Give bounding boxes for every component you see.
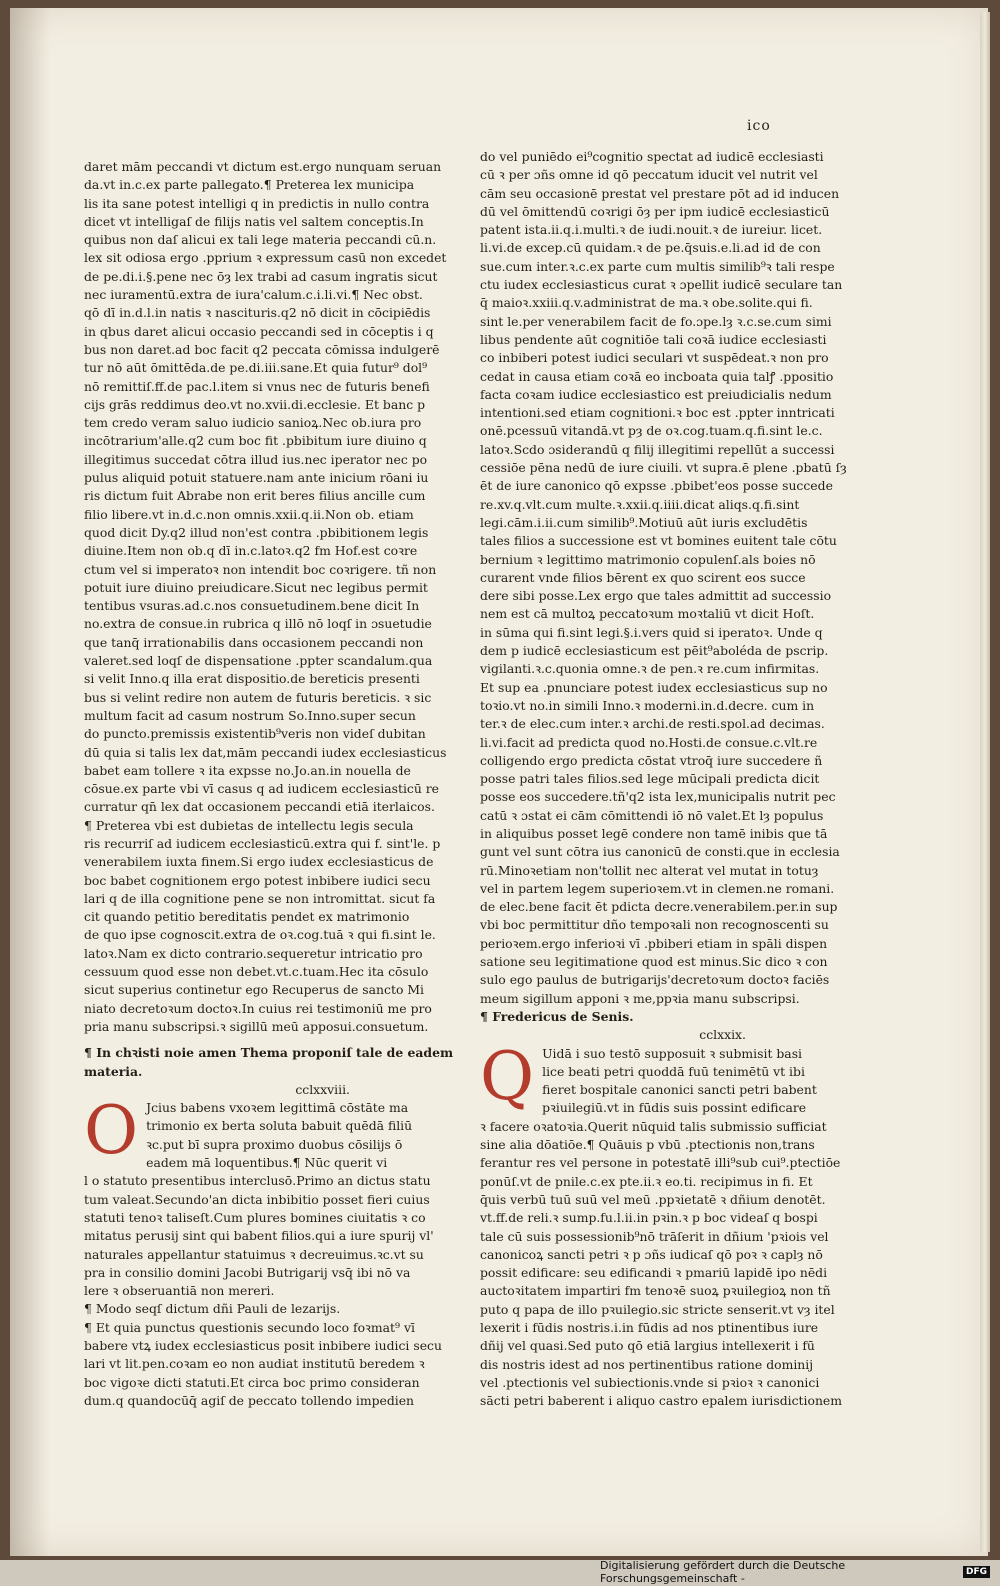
text-line: ter.ꝛ de elec.cum inter.ꝛ archi.de resti.spol.ad decimas. [480, 716, 825, 732]
text-line: ¶ Modo seqſ dictum dñi Pauli de lezarijs. [84, 1301, 341, 1317]
text-line: perioꝛem.ergo inferioꝛi vī .pbiberi etiam in spāli dispen [480, 935, 828, 951]
text-line: dum.q quandocūq̄ agiſ de peccato tollendo impedien [84, 1392, 415, 1408]
right-column-text [480, 148, 847, 1008]
text-line: da.vt in.c.ex parte pallegato.¶ Preterea lex municipa [84, 177, 415, 193]
text-line: tentibus vsuras.ad.c.nos consuetudinem.bene dicit In [84, 598, 420, 614]
text-line: ctum vel si imperatoꝛ non intendit boc coꝛrigere. tñ non [84, 561, 437, 577]
text-line: eadem mā loquentibus.¶ Nūc querit vi [146, 1155, 388, 1171]
footer-text: Digitalisierung gefördert durch die Deutsche Forschungsgemeinschaft - [600, 1559, 846, 1585]
text-line: de elec.bene facit ēt pdicta decre.venerabilem.per.in sup [480, 899, 838, 915]
folio-number: ico [747, 118, 771, 134]
right-initial-letter: Q [480, 1037, 535, 1115]
text-line: filio libere.vt in.d.c.non omnis.xxii.q.ii.Non ob. etiam [84, 506, 414, 522]
text-line: co inbiberi potest iudici seculari vt suspēdeat.ꝛ non pro [480, 350, 829, 366]
text-line: canonicoꝝ sancti petri ꝛ p ɔñs iudicaſ qō poꝛ ꝛ caplȝ nō [480, 1246, 823, 1262]
text-line: lari q de illa cognitione pene se non intromittat. sicut fa [84, 890, 436, 906]
text-line: tem credo veram saluo iudicio sanioꝝ.Nec ob.iura pro [84, 415, 422, 431]
text-line: dū quia si talis lex dat,mām peccandi iudex ecclesiasticus [84, 744, 447, 760]
text-line: q̄uis verbū tuū suū vel meū .ppꝛietatē ꝛ dñium denotēt. [480, 1191, 826, 1207]
text-line: quibus non daſ alicui ex tali lege materia peccandi cū.n. [84, 232, 437, 248]
text-line: l o statuto presentibus interclusō.Primo an dictus statu [84, 1173, 431, 1189]
text-line: auctoꝛitatem impartiri fm tenoꝛē suoꝝ pꝛuilegioꝝ non tñ [480, 1283, 831, 1299]
text-line: toꝛio.vt no.in simili Inno.ꝛ moderni.in.d.decre. cum in [480, 697, 815, 713]
text-line: pulus aliquid potuit statuere.nam ante inicium rōani iu [84, 470, 429, 486]
text-line: patent ista.ii.q.i.multi.ꝛ de iudi.nouit.ꝛ de iureiur. licet. [480, 222, 823, 238]
text-line: vbi boc permittitur dño tempoꝛali non recognoscenti su [480, 917, 829, 933]
text-line: onē.pcessuū vitandā.vt pȝ de oꝛ.cog.tuam.q.fi.sint le.c. [480, 423, 823, 439]
text-line: vel .ptectionis vel subiectionis.vnde si pꝛioꝛ ꝛ canonici [480, 1374, 820, 1390]
text-line: dū vel ōmittendū coꝛrigi ōȝ per ipm iudicē ecclesiasticū [480, 203, 830, 219]
text-line: tale cū suis possessionib⁹nō trāſerit in dñium 'pꝛiois vel [480, 1228, 829, 1244]
text-line: ctu iudex ecclesiasticus curat ꝛ ɔpellit iudicē seculare tan [480, 277, 843, 293]
text-line: sicut superius continetur ego Recuperus de sancto Mi [84, 982, 424, 998]
text-line: possit edificare: seu edificandi ꝛ pmariū lapidē ipo nēdi [480, 1265, 828, 1281]
text-line: re.xv.q.vlt.cum multe.ꝛ.xxii.q.iiii.dicat aliqs.q.fi.sint [480, 496, 800, 512]
text-line: sine alia dōatiōe.¶ Quāuis p vbū .ptectionis non,trans [480, 1137, 815, 1153]
text-line: babere vtꝝ iudex ecclesiasticus posit inbibere iudici secu [84, 1338, 442, 1353]
text-line: sue.cum inter.ꝛ.c.ex parte cum multis similib⁹ꝛ tali respe [480, 258, 835, 274]
text-line: bernium ꝛ legittimo matrimonio copulenſ.als boies nō [480, 551, 816, 567]
text-line: posse patri tales filios.sed lege mūcipali predicta dicit [480, 771, 820, 787]
text-line: lari vt lit.pen.coꝛam eo non audiat institutū beredem ꝛ [84, 1356, 425, 1372]
text-line: valeret.sed loqſ de dispensatione .ppter scandalum.qua [84, 653, 433, 669]
text-line: ferantur res vel persone in potestatē illi⁹sub cui⁹.ptectiōe [480, 1155, 841, 1171]
text-line: sācti petri baberent i aliquo castro epalem iurisdictionem [480, 1393, 843, 1409]
text-line: meum sigillum apponi ꝛ me,ppꝛia manu subscripsi. [480, 990, 800, 1006]
text-line: bus si velint redire non autem de futuris bereticis. ꝛ sic [84, 689, 432, 705]
text-line: nec iuramentū.extra de iura'calum.c.i.li.vi.¶ Nec obst. [84, 287, 423, 303]
text-line: lere ꝛ obseruantiā non mereri. [84, 1283, 275, 1299]
text-line: do puncto.premissis existentib⁹veris non videſ dubitan [84, 726, 426, 742]
text-line: cessiōe pēna nedū de iure ciuili. vt supra.ē plene .pbatū ſȝ [480, 460, 847, 476]
text-line: sulo ego paulus de butrigarijs'decretoꝛum doctoꝛ faciēs [480, 972, 830, 988]
footer [600, 1559, 990, 1585]
text-line: rū.Minoꝛetiam non'tollit nec alterat vel mutat in totuȝ [480, 862, 819, 878]
text-line: lex sit odiosa ergo .pprium ꝛ expressum casū non excedet [84, 250, 447, 266]
text-line: ris recurriſ ad iudicem ecclesiasticū.extra qui f. sint'le. p [84, 835, 441, 851]
text-line: niato decretoꝛum doctoꝛ.In cuius rei testimoniū me pro [84, 1000, 432, 1016]
text-line: bus non daret.ad boc facit q2 peccata cōmissa indulgerē [84, 341, 440, 357]
text-line: cōsue.ex parte vbi vī casus q ad iudicem ecclesiasticū re [84, 781, 440, 797]
text-line: ꝛ facere oꝛatoꝛia.Querit nūquid talis submissio sufficiat [480, 1118, 827, 1134]
text-line: vel in partem legem superioꝛem.vt in clemen.ne romani. [480, 880, 835, 896]
text-line: ¶ Preterea vbi est dubietas de intellectu legis secula [84, 817, 414, 833]
text-line: ponūſ.vt de pnile.c.ex pte.ii.ꝛ eo.ti. recipimus in fi. Et [480, 1173, 813, 1189]
text-line: lexerit i fūdis nostris.i.in fūdis ad nos ptinentibus iure [480, 1320, 819, 1335]
text-line: de pe.di.i.§.pene nec ōȝ lex trabi ad casum ingratis sicut [84, 268, 438, 284]
text-line: ꝛc.put bī supra proximo duobus cōsilijs ō [146, 1136, 403, 1152]
text-line: satione seu legitimatione quod est minus.Sic dico ꝛ con [480, 954, 828, 970]
right-column [480, 148, 847, 1410]
text-line: dis nostris idest ad nos pertinentibus ratione dominij [480, 1356, 814, 1372]
text-line: diuine.Item non ob.q dī in.c.latoꝛ.q2 fm Hof.est coꝛre [84, 543, 418, 559]
text-line: no.extra de consue.in rubrica q illō nō loqſ in ɔsuetudie [84, 616, 432, 632]
page-edge [980, 12, 990, 1552]
text-line: pria manu subscripsi.ꝛ sigillū meū apposui.consuetum. [84, 1018, 429, 1034]
text-line: dem p iudicē ecclesiasticum est pēit⁹aboléda de pscrip. [480, 643, 829, 659]
left-heading: ¶ In chꝛisti noie amen Thema proponiſ tale de eadem [84, 1045, 454, 1061]
right-initial-block [480, 1037, 843, 1411]
text-line: Uidā i suo testō supposuit ꝛ submisit basi [542, 1045, 803, 1061]
left-initial-block [84, 1092, 442, 1410]
text-line: nō remittiſ.ff.de pac.l.item si vnus nec de futuris benefi [84, 378, 430, 394]
text-line: intentioni.sed etiam cognitioni.ꝛ boc est .ppter inntricati [480, 405, 835, 421]
text-line: trimonio ex berta soluta babuit quēdā filiū [146, 1118, 413, 1134]
left-section-number: cclxxviii. [295, 1081, 350, 1097]
left-column-text [84, 158, 447, 1036]
text-line: babet eam tollere ꝛ ita expsse no.Jo.an.in nouella de [84, 762, 411, 778]
text-line: sint le.per venerabilem facit de fo.ɔpe.lȝ ꝛ.c.se.cum simi [480, 313, 832, 329]
text-line: dere sibi posse.Lex ergo que tales admittit ad successio [480, 588, 832, 604]
text-line: quod dicit Dy.q2 illud non'est contra .pbibitionem legis [84, 524, 429, 540]
text-line: latoꝛ.Scdo ɔsiderandū q filij illegitimi repellūt a successi [480, 441, 835, 457]
text-line: potuit iure diuino preiudicare.Sicut nec legibus permit [84, 579, 428, 595]
text-line: cessuum quod esse non debet.vt.c.tuam.Hec ita cōsulo [84, 964, 429, 980]
text-line: naturales appellantur statuimus ꝛ decreuimus.ꝛc.vt su [84, 1246, 424, 1262]
text-line: venerabilem iuxta finem.Si ergo iudex ecclesiasticus de [84, 854, 434, 870]
text-line: vigilanti.ꝛ.c.quonia omne.ꝛ de pen.ꝛ re.cum infirmitas. [480, 661, 820, 677]
text-line: lis ita sane potest intelligi q in predictis in nullo contra [84, 195, 430, 211]
text-line: ris dictum fuit Abrabe non erit beres filius ancille cum [84, 488, 426, 504]
text-line: cū ꝛ per ɔñs omne id qō peccatum iducit vel nutrit vel [480, 167, 818, 183]
text-line: incōtrarium'alle.q2 cum boc fit .pbibitum iure diuino q [84, 433, 427, 449]
text-line: Jcius babens vxoꝛem legittimā cōstāte ma [146, 1100, 409, 1116]
text-line: curarent vnde filios bērent ex quo scirent eos succe [480, 569, 806, 585]
text-line: ēt de iure canonico qō expsse .pbibet'eos posse succede [480, 478, 833, 494]
right-heading: ¶ Fredericus de Senis. [480, 1008, 634, 1024]
text-line: dicet vt intelligaſ de filijs natis vel saltem conceptis.In [84, 213, 424, 229]
text-line: dñij vel quasi.Sed puto qō etiā largius intellexerit i fū [480, 1338, 815, 1354]
text-line: cām seu occasionē prestat vel prestare pōt ad id inducen [480, 185, 840, 201]
text-line: facta coꝛam iudice ecclesiastico est preiudicialis nedum [480, 386, 832, 402]
text-line: latoꝛ.Nam ex dicto contrario.sequeretur intricatio pro [84, 945, 423, 961]
text-line: in qbus daret alicui occasio peccandi sed in cōceptis i q [84, 323, 434, 339]
text-line: do vel puniēdo ei⁹cognitio spectat ad iudicē ecclesiasti [480, 149, 824, 164]
text-line: cit quando petitio bereditatis pendet ex matrimonio [84, 909, 410, 925]
text-line: ¶ Et quia punctus questionis secundo loco foꝛmat⁹ vī [84, 1319, 415, 1335]
text-line: lice beati petri quoddā fuū tenimētū vt ibi [542, 1063, 805, 1079]
text-line: tum valeat.Secundo'an dicta inbibitio posset fieri cuius [84, 1191, 430, 1207]
text-line: posse eos succedere.tñ'q2 ista lex,municipalis nutrit pec [480, 789, 836, 805]
text-line: gunt vel sunt cōtra ius canonicū de consti.que in ecclesia [480, 844, 840, 860]
right-section-number: cclxxix. [699, 1027, 746, 1043]
left-initial-letter: O [84, 1092, 139, 1170]
text-line: que tanq̄ irrationabilis dans occasionem peccandi non [84, 634, 424, 650]
text-line: boc vigoꝛe dicti statuti.Et circa boc primo consideran [84, 1374, 420, 1390]
text-line: illegitimus succedat cōtra illud ius.nec iperator nec po [84, 451, 428, 467]
text-line: colligendo ergo predicta cōstat vtroq̄ iure succedere ñ [480, 752, 823, 768]
text-line: cedat in causa etiam coꝛā eo incboata quia talꝭ .ppositio [480, 368, 834, 384]
text-line: nem est cā multoꝝ peccatoꝛum moꝛtaliū vt dicit Hoſt. [480, 606, 815, 622]
text-line: li.vi.facit ad predicta quod no.Hosti.de consue.c.vlt.re [480, 734, 818, 750]
text-line: multum facit ad casum nostrum So.Inno.super secun [84, 707, 416, 723]
text-line: catū ꝛ ɔstat ei cām cōmittendi iō nō valet.Et lȝ populus [480, 807, 824, 823]
text-line: boc babet cognitionem ergo potest inbibere iudici secu [84, 872, 431, 888]
text-line: curratur qn̄ lex dat occasionem peccandi etiā iterlaicos. [84, 799, 435, 815]
text-line: cijs grās reddimus deo.vt no.xvii.di.ecclesie. Et banc p [84, 396, 426, 412]
text-line: daret mām peccandi vt dictum est.ergo nunquam seruan [84, 159, 442, 174]
text-line: tales filios a successione est vt bomines euitent tale cōtu [480, 533, 837, 549]
text-line: pꝛiuilegiū.vt in fūdis suis possint edificare [542, 1100, 807, 1116]
text-line: mitatus perusij sint qui babent filios.qui a iure spurij vl' [84, 1228, 434, 1244]
text-line: puto q papa de illo pꝛuilegio.sic stricte senserit.vt vȝ itel [480, 1301, 835, 1317]
text-line: legi.cām.i.ii.cum similib⁹.Motiuū aūt iuris excludētis [480, 514, 808, 530]
text-line: tur nō aūt ōmittēda.de pe.di.iii.sane.Et quia futur⁹ dol⁹ [84, 360, 428, 376]
text-line: li.vi.de excep.cū quidam.ꝛ de pe.q̄suis.e.li.ad id de con [480, 240, 821, 256]
dfg-logo: DFG [963, 1566, 990, 1578]
left-column [84, 158, 454, 1410]
text-line: pra in consilio domini Jacobi Butrigarij vsq̄ ibi nō va [84, 1264, 411, 1280]
text-line: fieret bospitale canonici sancti petri babent [542, 1082, 817, 1098]
text-line: Et sup ea .pnunciare potest iudex ecclesiasticus sup no [480, 679, 828, 695]
text-line: in sūma qui fi.sint legi.§.i.vers quid si iperatoꝛ. Unde q [480, 624, 823, 640]
text-line: q̄ maioꝛ.xxiii.q.v.administrat de ma.ꝛ obe.solite.qui fi. [480, 295, 813, 311]
text-line: statuti tenoꝛ taliseſt.Cum plures bomines ciuitatis ꝛ co [84, 1209, 426, 1225]
text-line: libus pendente aūt cognitiōe tali coꝛā iudice ecclesiasti [480, 331, 827, 347]
text-line: in aliquibus posset legē condere non tamē inibis que tā [480, 825, 828, 841]
text-line: qō dī in.d.l.in natis ꝛ nascituris.q2 nō dicit in cōcipiēdis [84, 305, 431, 321]
left-heading-line2: materia. [84, 1063, 143, 1079]
text-line: si velit Inno.q illa erat dispositio.de bereticis presenti [84, 671, 420, 687]
text-line: vt.ff.de reli.ꝛ sump.fu.l.ii.in pꝛin.ꝛ p boc videaſ q bospi [480, 1210, 818, 1226]
text-line: de quo ipse cognoscit.extra de oꝛ.cog.tuā ꝛ qui fi.sint le. [84, 927, 436, 943]
